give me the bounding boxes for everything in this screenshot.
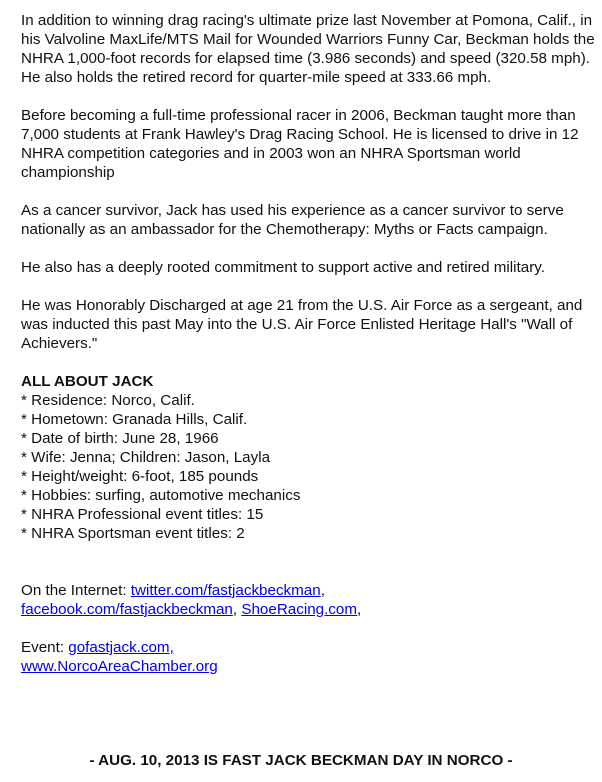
- paragraph-records: In addition to winning drag racing's ultimate prize last November at Pomona, Calif., in his Valvoline MaxLife/MTS Mail for Wounded Warriors Funny Car, Beckman holds the NHRA 1,000-foot records for elapsed time (3.986 seconds) and speed (320.58 mph). He also holds the retired record for quarter-mile speed at 333.66 mph.: [21, 12, 595, 86]
- internet-sep-1: ,: [320, 582, 325, 599]
- paragraph-military-commitment: He also has a deeply rooted commitment to support active and retired military.: [21, 259, 545, 276]
- facts-list: [21, 391, 597, 543]
- fact-hobbies: * Hobbies: surfing, automotive mechanics: [21, 486, 597, 505]
- internet-label: On the Internet:: [21, 582, 131, 599]
- fact-height-weight: * Height/weight: 6-foot, 185 pounds: [21, 467, 597, 486]
- document-body: [21, 11, 597, 676]
- fact-sportsman-titles: * NHRA Sportsman event titles: 2: [21, 524, 597, 543]
- norco-chamber-link[interactable]: www.NorcoAreaChamber.org: [21, 658, 218, 675]
- about-section: [21, 372, 597, 543]
- internet-sep-2: ,: [232, 601, 242, 618]
- fact-family: * Wife: Jenna; Children: Jason, Layla: [21, 448, 597, 467]
- paragraph-cancer: As a cancer survivor, Jack has used his experience as a cancer survivor to serve nationally as an ambassador for the Chemotherapy: Myths or Facts campaign.: [21, 202, 564, 238]
- event-label: Event:: [21, 639, 69, 656]
- gofastjack-link[interactable]: gofastjack.com,: [68, 639, 174, 656]
- fact-birth-date: * Date of birth: June 28, 1966: [21, 429, 597, 448]
- internet-sep-3: ,: [357, 601, 362, 618]
- fact-professional-titles: * NHRA Professional event titles: 15: [21, 505, 597, 524]
- footer-banner: - AUG. 10, 2013 IS FAST JACK BECKMAN DAY IN NORCO -: [89, 752, 513, 769]
- paragraph-air-force: He was Honorably Discharged at age 21 from the U.S. Air Force as a sergeant, and was inducted this past May into the U.S. Air Force Enlisted Heritage Hall's "Wall of Achievers.": [21, 297, 583, 352]
- internet-links: [21, 581, 597, 619]
- facebook-link[interactable]: facebook.com/fastjackbeckman: [21, 601, 233, 618]
- twitter-link[interactable]: twitter.com/fastjackbeckman: [130, 582, 321, 599]
- event-links: [21, 638, 597, 676]
- fact-residence: * Residence: Norco, Calif.: [21, 391, 597, 410]
- about-heading: ALL ABOUT JACK: [21, 373, 154, 390]
- paragraph-career: Before becoming a full-time professional racer in 2006, Beckman taught more than 7,000 students at Frank Hawley's Drag Racing School. He is licensed to drive in 12 NHRA competition categories and in 2003 won an NHRA Sportsman world championship: [21, 107, 579, 181]
- fact-hometown: * Hometown: Granada Hills, Calif.: [21, 410, 597, 429]
- shoeracing-link[interactable]: ShoeRacing.com: [241, 601, 358, 618]
